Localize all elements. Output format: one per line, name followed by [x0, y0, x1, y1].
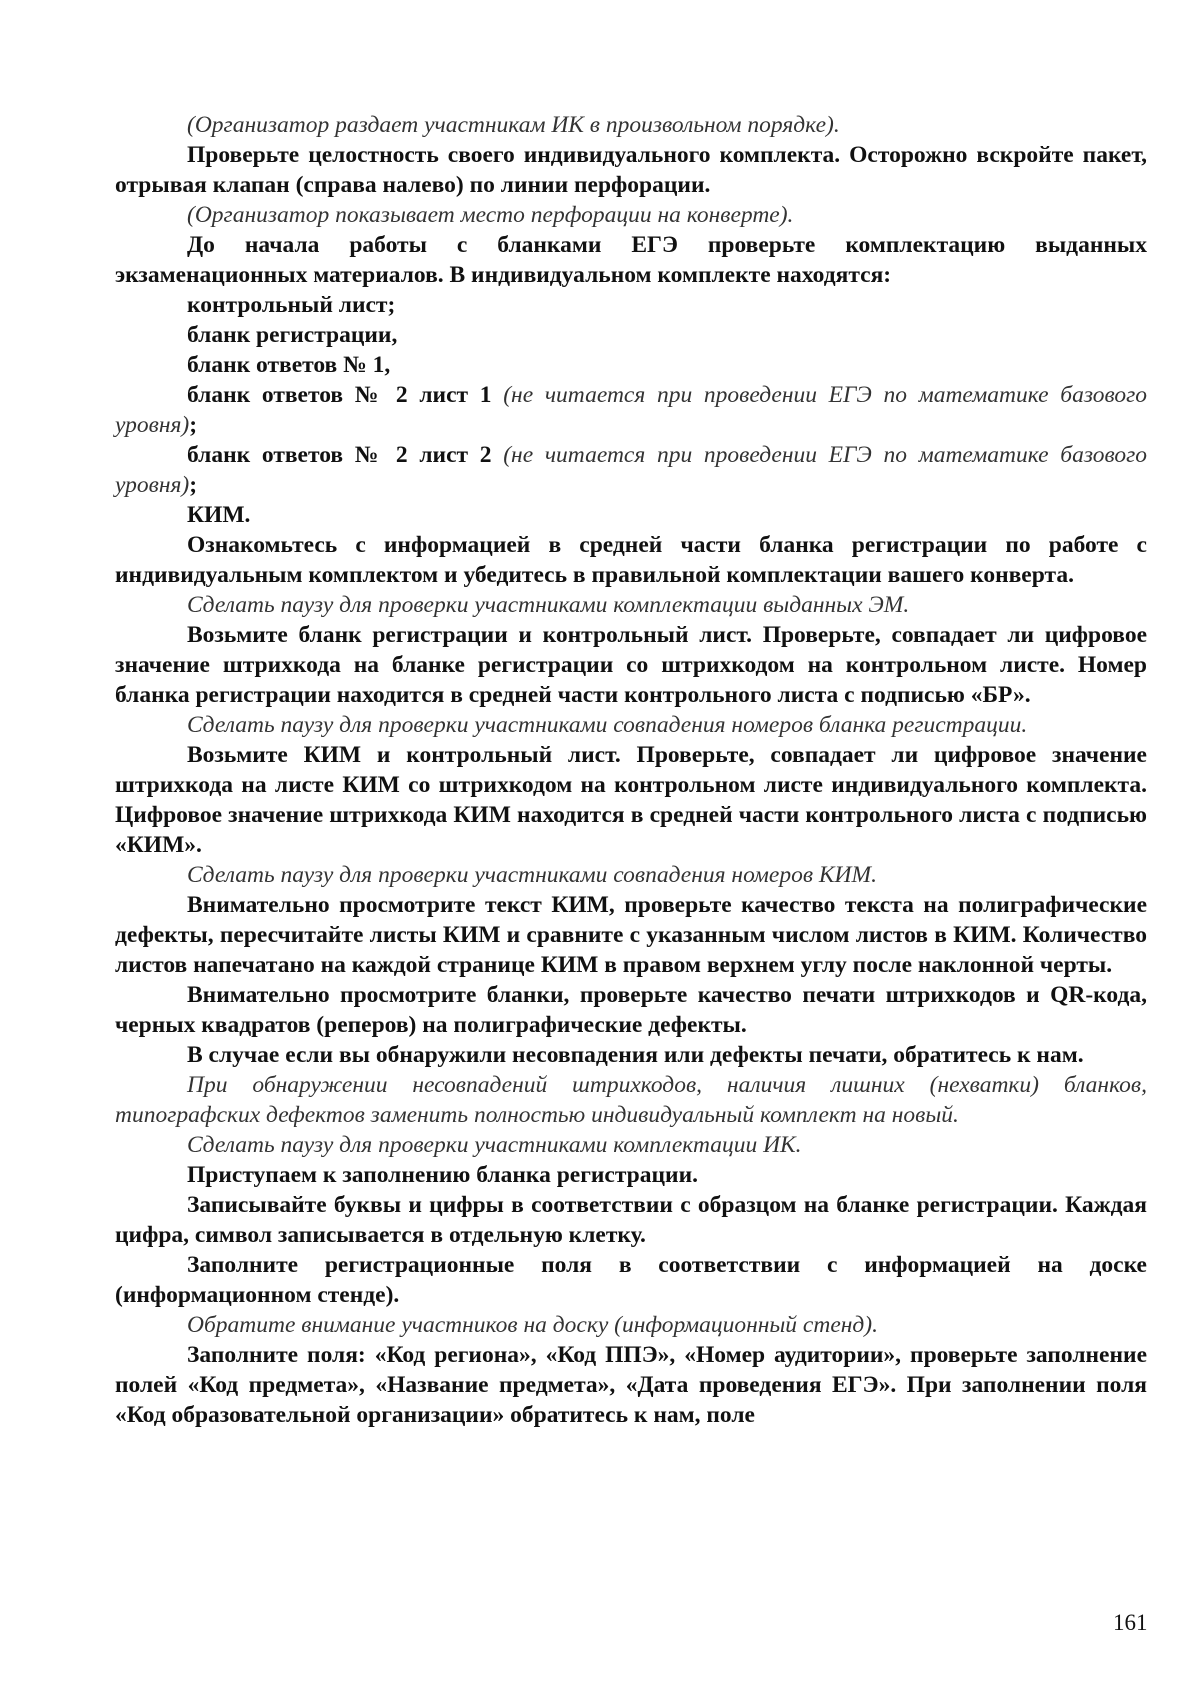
paragraph: Записывайте буквы и цифры в соответствии с образцом на бланке регистрации. Каждая цифра, символ записывается в отдельную клетку.	[115, 1192, 1147, 1248]
paragraph: До начала работы с бланками ЕГЭ проверьте комплектацию выданных экзаменационных материалов. В индивидуальном комплекте находятся:	[115, 232, 1147, 288]
list-item-end: ;	[189, 412, 198, 438]
paragraph: Заполните регистрационные поля в соответствии с информацией на доске (информационном стенде).	[115, 1252, 1147, 1308]
paragraph: Обратите внимание участников на доску (информационный стенд).	[187, 1312, 879, 1338]
list-item-label: бланк ответов № 2 лист 2	[187, 442, 504, 468]
paragraph: (Организатор показывает место перфорации на конверте).	[187, 202, 794, 228]
document-body	[115, 110, 1147, 1430]
paragraph: (Организатор раздает участникам ИК в произвольном порядке).	[187, 112, 840, 138]
paragraph: Заполните поля: «Код региона», «Код ППЭ», «Номер аудитории», проверьте заполнение полей «Код предмета», «Название предмета», «Дата проведения ЕГЭ». При заполнении поля «Код образовательной организации» обратитесь к нам, поле	[115, 1342, 1147, 1428]
paragraph: Приступаем к заполнению бланка регистрации.	[187, 1162, 698, 1188]
list-item: КИМ.	[187, 502, 251, 528]
paragraph: Сделать паузу для проверки участниками совпадения номеров бланка регистрации.	[187, 712, 1028, 738]
paragraph: Сделать паузу для проверки участниками комплектации выданных ЭМ.	[187, 592, 910, 618]
list-item	[115, 380, 1147, 440]
list-item-note: (не читается при проведении ЕГЭ по математике базового уровня)	[115, 382, 1148, 438]
paragraph: Внимательно просмотрите текст КИМ, проверьте качество текста на полиграфические дефекты, пересчитайте листы КИМ и сравните с указанным числом листов в КИМ. Количество листов напечатано на каждой странице КИМ в правом верхнем углу после наклонной черты.	[115, 892, 1147, 978]
paragraph: Ознакомьтесь с информацией в средней части бланка регистрации по работе с индивидуальным комплектом и убедитесь в правильной комплектации вашего конверта.	[115, 532, 1147, 588]
list-item-end: ;	[189, 472, 198, 498]
list-item-label: бланк ответов № 2 лист 1	[187, 382, 504, 408]
list-item: бланк регистрации,	[187, 322, 398, 348]
paragraph: Внимательно просмотрите бланки, проверьте качество печати штрихкодов и QR-кода, черных квадратов (реперов) на полиграфические дефекты.	[115, 982, 1147, 1038]
paragraph: При обнаружении несовпадений штрихкодов, наличия лишних (нехватки) бланков, типографских дефектов заменить полностью индивидуальный комплект на новый.	[115, 1072, 1147, 1128]
paragraph: Проверьте целостность своего индивидуального комплекта. Осторожно вскройте пакет, отрывая клапан (справа налево) по линии перфорации.	[115, 142, 1147, 198]
paragraph: Сделать паузу для проверки участниками совпадения номеров КИМ.	[187, 862, 877, 888]
paragraph: Сделать паузу для проверки участниками комплектации ИК.	[187, 1132, 802, 1158]
list-item-note: (не читается при проведении ЕГЭ по математике базового уровня)	[115, 442, 1148, 498]
paragraph: Возьмите бланк регистрации и контрольный лист. Проверьте, совпадает ли цифровое значение штрихкода на бланке регистрации со штрихкодом на контрольном листе. Номер бланка регистрации находится в средней части контрольного листа с подписью «БР».	[115, 622, 1147, 708]
paragraph: Возьмите КИМ и контрольный лист. Проверьте, совпадает ли цифровое значение штрихкода на листе КИМ со штрихкодом на контрольном листе индивидуального комплекта. Цифровое значение штрихкода КИМ находится в средней части контрольного листа с подписью «КИМ».	[115, 742, 1147, 858]
paragraph: В случае если вы обнаружили несовпадения или дефекты печати, обратитесь к нам.	[187, 1042, 1084, 1068]
page-number: 161	[1113, 1610, 1148, 1635]
list-item: бланк ответов № 1,	[187, 352, 391, 378]
list-item: контрольный лист;	[187, 292, 396, 318]
list-item	[115, 440, 1147, 500]
